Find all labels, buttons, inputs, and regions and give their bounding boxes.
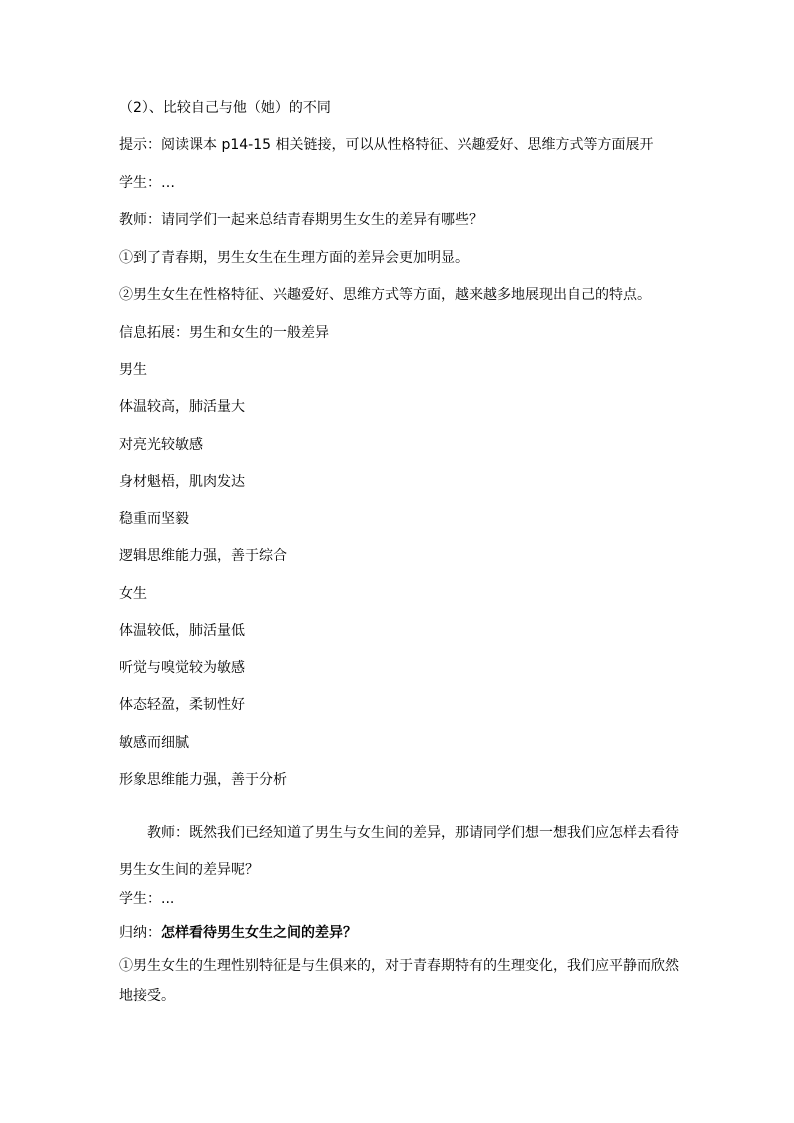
- point-two: ②男生女生在性格特征、兴趣爱好、思维方式等方面，越来越多地展现出自己的特点。: [119, 287, 651, 303]
- info-extension-heading: 信息拓展：男生和女生的一般差异: [119, 325, 329, 341]
- teacher-followup-question: 教师：既然我们已经知道了男生与女生间的差异，那请同学们想一想我们应怎样去看待男生女生间的差异呢？: [119, 825, 679, 878]
- female-item: 听觉与嗅觉较为敏感: [119, 660, 245, 676]
- summary-label: 归纳：: [119, 925, 161, 941]
- student-followup-response: 学生：...: [119, 891, 175, 907]
- male-heading: 男生: [119, 362, 147, 378]
- conclusion-paragraph: ①男生女生的生理性别特征是与生俱来的，对于青春期特有的生理变化，我们应平静而欣然地接受。: [119, 958, 679, 1004]
- male-item: 逻辑思维能力强，善于综合: [119, 548, 287, 564]
- summary-line: [119, 924, 357, 942]
- section-heading: （2）、比较自己与他（她）的不同: [119, 100, 331, 116]
- female-item: 体温较低，肺活量低: [119, 623, 245, 639]
- female-item: 体态轻盈，柔韧性好: [119, 697, 245, 713]
- summary-question: 怎样看待男生女生之间的差异？: [161, 925, 357, 941]
- hint-text: 提示：阅读课本 p14-15 相关链接，可以从性格特征、兴趣爱好、思维方式等方面展开: [119, 137, 654, 153]
- male-item: 稳重而坚毅: [119, 511, 189, 527]
- student-response: 学生：…: [119, 175, 175, 191]
- male-item: 体温较高，肺活量大: [119, 399, 245, 415]
- female-heading: 女生: [119, 586, 147, 602]
- teacher-question: 教师：请同学们一起来总结青春期男生女生的差异有哪些？: [119, 212, 483, 228]
- male-item: 对亮光较敏感: [119, 437, 203, 453]
- male-item: 身材魁梧，肌肉发达: [119, 474, 245, 490]
- point-one: ①到了青春期，男生女生在生理方面的差异会更加明显。: [119, 250, 469, 266]
- female-item: 敏感而细腻: [119, 735, 189, 751]
- female-item: 形象思维能力强，善于分析: [119, 772, 287, 788]
